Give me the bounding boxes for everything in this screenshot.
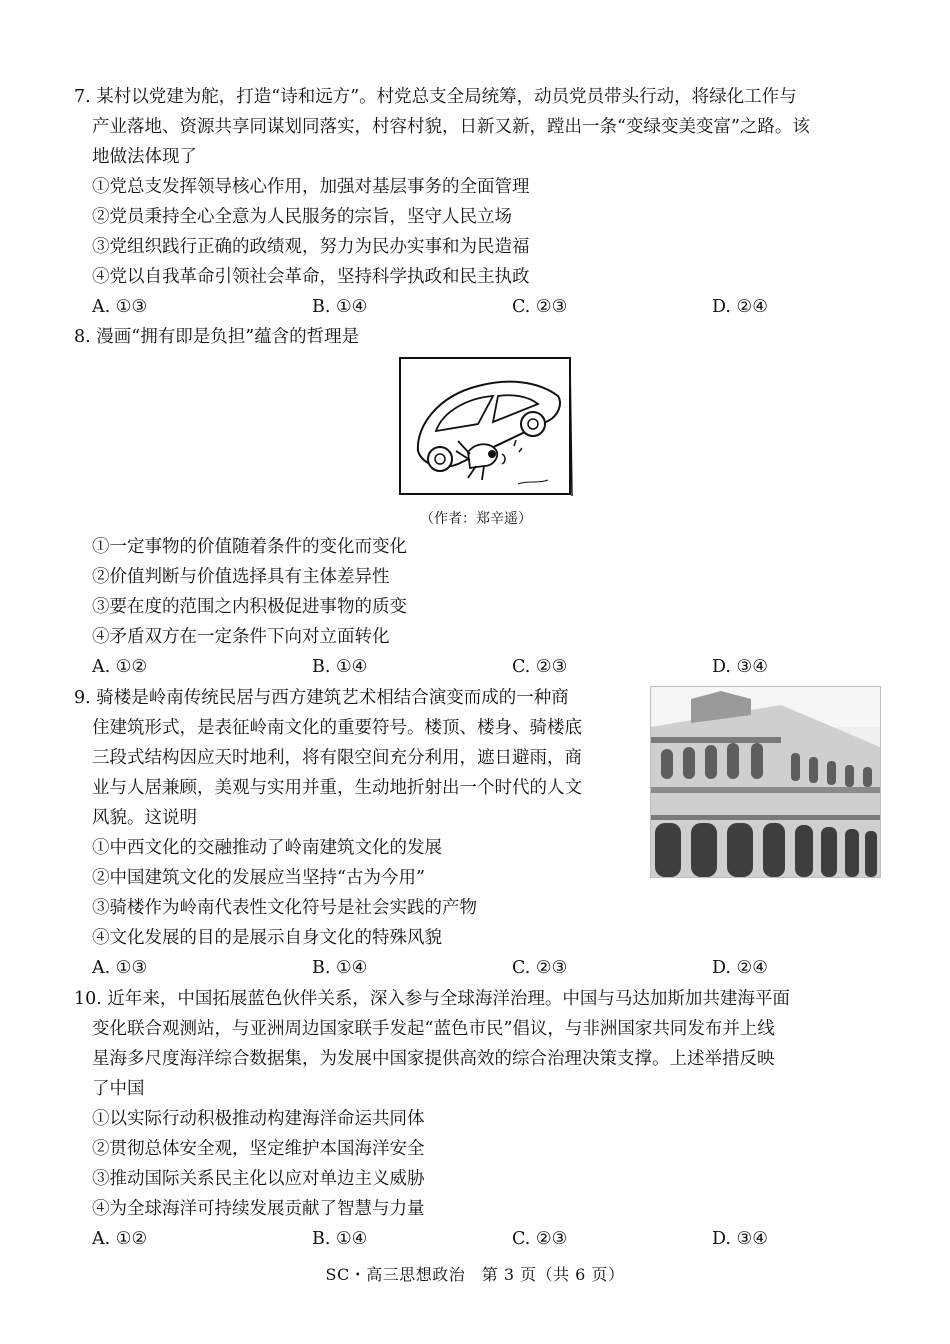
question-7-stem bbox=[74, 82, 884, 172]
choice-b[interactable]: B. ①④ bbox=[312, 297, 368, 317]
choice-a[interactable]: A. ①③ bbox=[92, 297, 148, 317]
answer-choices bbox=[74, 1224, 884, 1254]
choice-a[interactable]: A. ①② bbox=[92, 657, 148, 677]
question-7 bbox=[74, 82, 884, 322]
answer-choices bbox=[74, 292, 884, 322]
page-footer: SC・高三思想政治 第 3 页（共 6 页） bbox=[325, 1265, 625, 1284]
statement-1: ①一定事物的价值随着条件的变化而变化 bbox=[92, 537, 407, 557]
question-8-stem bbox=[74, 322, 884, 352]
choice-d[interactable]: D. ②④ bbox=[712, 958, 768, 978]
statement-1: ①以实际行动积极推动构建海洋命运共同体 bbox=[92, 1109, 425, 1129]
question-8-options bbox=[74, 532, 884, 682]
stem-line: 9. 骑楼是岭南传统民居与西方建筑艺术相结合演变而成的一种商 bbox=[74, 688, 569, 708]
question-8 bbox=[74, 322, 884, 352]
question-10 bbox=[74, 984, 884, 1254]
stem-line: 业与人居兼顾，美观与实用并重，生动地折射出一个时代的人文 bbox=[92, 778, 582, 798]
choice-c[interactable]: C. ②③ bbox=[512, 657, 568, 677]
qilou-building-photo bbox=[650, 686, 881, 878]
stem-line: 10. 近年来，中国拓展蓝色伙伴关系，深入参与全球海洋治理。中国与马达加斯加共建海平面 bbox=[74, 989, 790, 1009]
statement-3: ③要在度的范围之内积极促进事物的质变 bbox=[92, 597, 407, 617]
question-10-stem bbox=[74, 984, 884, 1104]
answer-choices bbox=[74, 652, 884, 682]
statement-3: ③推动国际关系民主化以应对单边主义威胁 bbox=[92, 1169, 425, 1189]
cartoon-image bbox=[398, 356, 573, 498]
stem-line: 7. 某村以党建为舵，打造“诗和远方”。村党总支全局统筹，动员党员带头行动，将绿化工作与 bbox=[74, 87, 797, 107]
choice-b[interactable]: B. ①④ bbox=[312, 958, 368, 978]
statement-4: ④矛盾双方在一定条件下向对立面转化 bbox=[92, 627, 390, 647]
statement-2: ②中国建筑文化的发展应当坚持“古为今用” bbox=[92, 868, 425, 888]
choice-c[interactable]: C. ②③ bbox=[512, 1229, 568, 1249]
choice-a[interactable]: A. ①② bbox=[92, 1229, 148, 1249]
choice-a[interactable]: A. ①③ bbox=[92, 958, 148, 978]
choice-b[interactable]: B. ①④ bbox=[312, 1229, 368, 1249]
stem-line: 星海多尺度海洋综合数据集，为发展中国家提供高效的综合治理决策支撑。上述举措反映 bbox=[92, 1049, 775, 1069]
statement-2: ②价值判断与价值选择具有主体差异性 bbox=[92, 567, 390, 587]
stem-line: 变化联合观测站，与亚洲周边国家联手发起“蓝色市民”倡议，与非洲国家共同发布并上线 bbox=[92, 1019, 775, 1039]
statement-2: ②党员秉持全心全意为人民服务的宗旨，坚守人民立场 bbox=[92, 207, 512, 227]
stem-line: 8. 漫画“拥有即是负担”蕴含的哲理是 bbox=[74, 327, 360, 347]
choice-d[interactable]: D. ③④ bbox=[712, 1229, 768, 1249]
answer-choices bbox=[74, 953, 884, 983]
statement-3: ③骑楼作为岭南代表性文化符号是社会实践的产物 bbox=[92, 898, 477, 918]
choice-c[interactable]: C. ②③ bbox=[512, 297, 568, 317]
statement-4: ④为全球海洋可持续发展贡献了智慧与力量 bbox=[92, 1199, 425, 1219]
statement-2: ②贯彻总体安全观，坚定维护本国海洋安全 bbox=[92, 1139, 425, 1159]
choice-b[interactable]: B. ①④ bbox=[312, 657, 368, 677]
cartoon-caption: （作者：郑辛遥） bbox=[420, 511, 532, 527]
statement-1: ①中西文化的交融推动了岭南建筑文化的发展 bbox=[92, 838, 442, 858]
stem-line: 三段式结构因应天时地利，将有限空间充分利用，遮日避雨，商 bbox=[92, 748, 582, 768]
choice-d[interactable]: D. ③④ bbox=[712, 657, 768, 677]
stem-line: 了中国 bbox=[92, 1079, 145, 1099]
statement-4: ④党以自我革命引领社会革命，坚持科学执政和民主执政 bbox=[92, 267, 530, 287]
stem-line: 风貌。这说明 bbox=[92, 808, 197, 828]
stem-line: 地做法体现了 bbox=[92, 147, 197, 167]
statement-3: ③党组织践行正确的政绩观，努力为民办实事和为民造福 bbox=[92, 237, 530, 257]
choice-c[interactable]: C. ②③ bbox=[512, 958, 568, 978]
choice-d[interactable]: D. ②④ bbox=[712, 297, 768, 317]
stem-line: 住建筑形式，是表征岭南文化的重要符号。楼顶、楼身、骑楼底 bbox=[92, 718, 582, 738]
statement-1: ①党总支发挥领导核心作用，加强对基层事务的全面管理 bbox=[92, 177, 530, 197]
stem-line: 产业落地、资源共享同谋划同落实，村容村貌，日新又新，蹚出一条“变绿变美变富”之路。该 bbox=[92, 117, 810, 137]
statement-4: ④文化发展的目的是展示自身文化的特殊风貌 bbox=[92, 928, 442, 948]
